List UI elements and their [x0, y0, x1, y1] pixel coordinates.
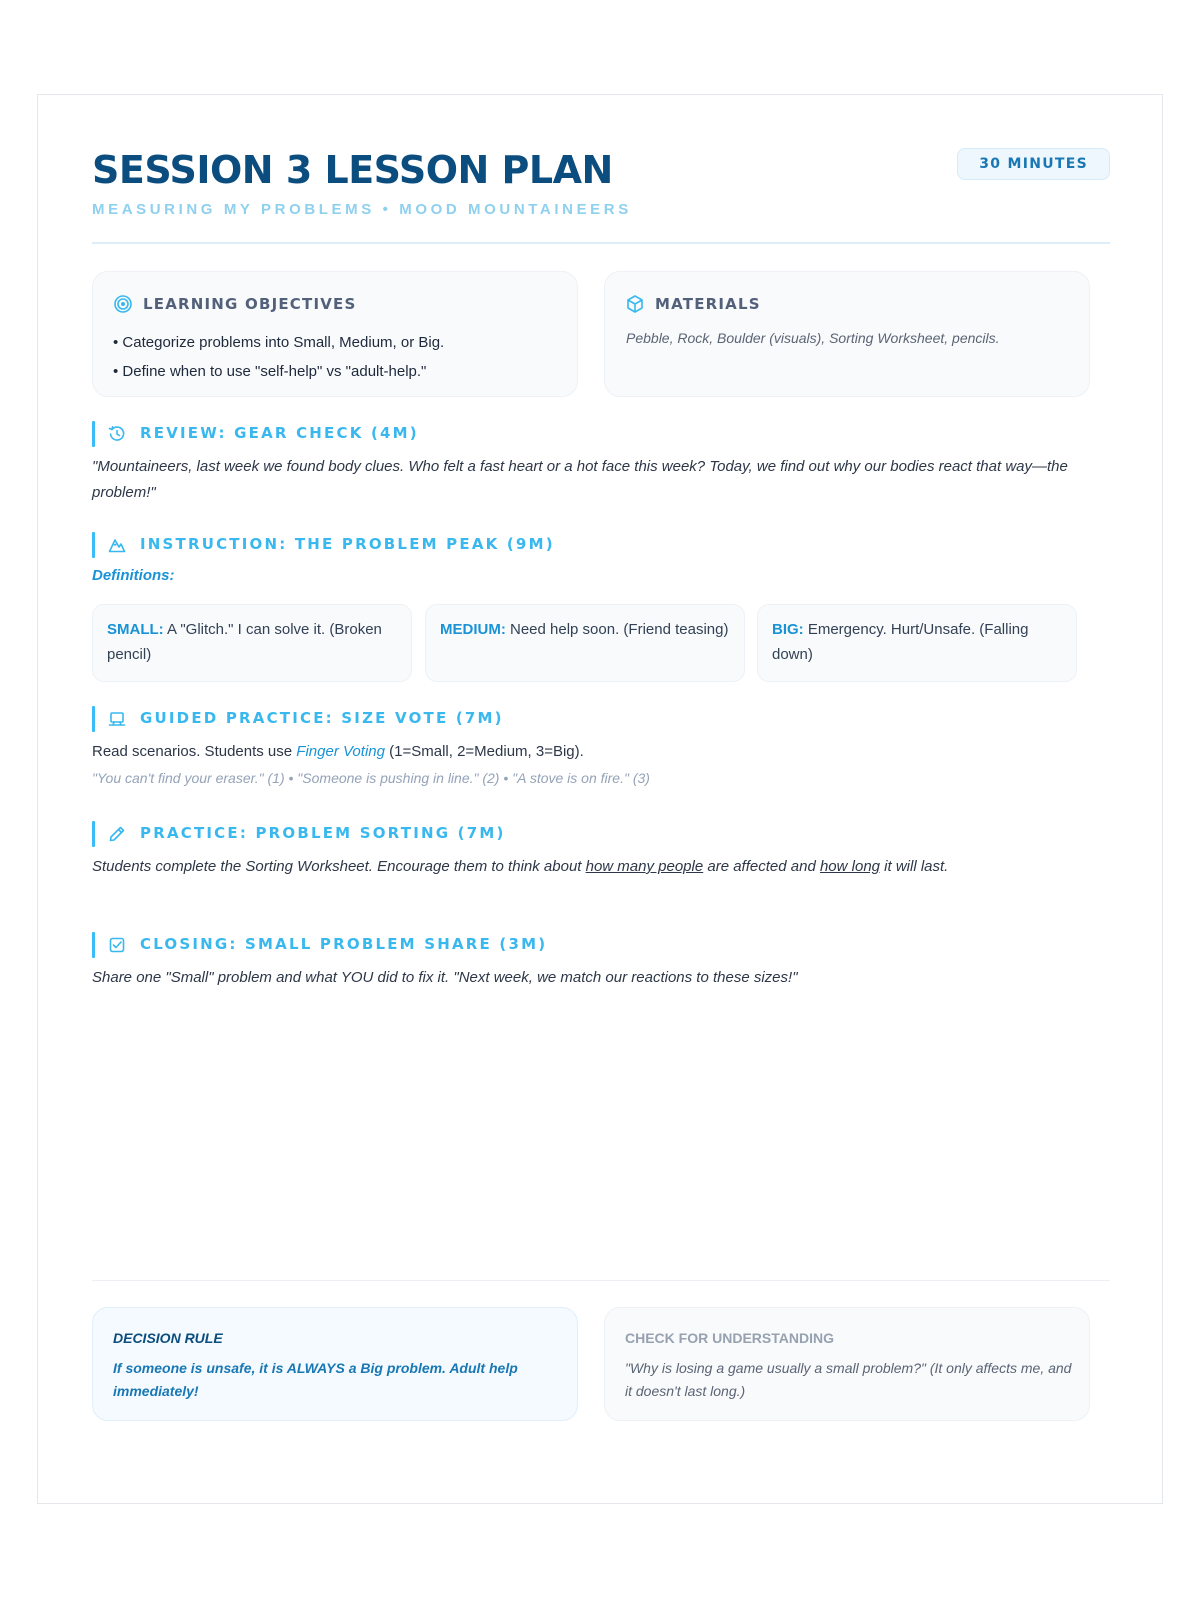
definition-key: SMALL: [107, 621, 164, 638]
list-item: • Define when to use "self-help" vs "adult-help." [113, 363, 427, 380]
header [92, 147, 1110, 247]
check-for-understanding-text: "Why is losing a game usually a small problem?" (It only affects me, and it doesn't last long.) [625, 1360, 1072, 1399]
learning-objectives-card [92, 271, 578, 397]
section-accent-bar [92, 421, 95, 447]
practice-text [92, 854, 1110, 880]
objectives-list [113, 328, 444, 386]
finger-voting-term: Finger Voting [296, 743, 385, 760]
section-heading: CLOSING: SMALL PROBLEM SHARE (3M) [140, 935, 548, 953]
practice-text-part: are affected and [703, 858, 820, 875]
decision-rule-text: If someone is unsafe, it is ALWAYS a Big problem. Adult help immediately! [113, 1360, 518, 1399]
practice-text-part: Students complete the Sorting Worksheet. Encourage them to think about [92, 858, 586, 875]
definition-card-small [92, 604, 412, 682]
section-instruction [92, 532, 1110, 692]
review-text: "Mountaineers, last week we found body clues. Who felt a fast heart or a hot face this week? Today, we find out why our bodies react that way—the problem!" [92, 458, 1068, 501]
check-for-understanding-card [604, 1307, 1090, 1421]
guided-scenarios: "You can't find your eraser." (1) • "Someone is pushing in line." (2) • "A stove is on fire." (3) [92, 770, 650, 786]
section-heading: PRACTICE: PROBLEM SORTING (7M) [140, 824, 506, 842]
check-for-understanding-heading: CHECK FOR UNDERSTANDING [625, 1330, 834, 1346]
definition-key: MEDIUM: [440, 621, 506, 638]
definition-text: A "Glitch." I can solve it. (Broken pencil) [107, 621, 382, 663]
section-accent-bar [92, 932, 95, 958]
decision-rule-card [92, 1307, 578, 1421]
page-subtitle: MEASURING MY PROBLEMS • MOOD MOUNTAINEERS [92, 201, 632, 218]
closing-text: Share one "Small" problem and what YOU did to fix it. "Next week, we match our reactions to these sizes!" [92, 969, 798, 986]
materials-text: Pebble, Rock, Boulder (visuals), Sorting Worksheet, pencils. [626, 330, 1000, 346]
duration-badge: 30 MINUTES [957, 148, 1110, 180]
materials-heading: MATERIALS [655, 295, 761, 313]
practice-emphasis: how long [819, 858, 880, 875]
checkbox-icon [108, 936, 126, 954]
section-accent-bar [92, 706, 95, 732]
page-title: SESSION 3 LESSON PLAN [92, 148, 613, 192]
practice-emphasis: how many people [585, 858, 704, 875]
section-guided-practice [92, 706, 1110, 786]
definition-card-big [757, 604, 1077, 682]
easel-icon [108, 710, 126, 728]
materials-card [604, 271, 1090, 397]
definition-text: Need help soon. (Friend teasing) [505, 621, 729, 638]
definitions-label: Definitions: [92, 567, 175, 584]
list-item: • Categorize problems into Small, Medium, or Big. [113, 334, 445, 351]
guided-text [92, 739, 1110, 765]
lesson-plan-page [37, 94, 1163, 1504]
section-accent-bar [92, 821, 95, 847]
practice-text-part: it will last. [880, 858, 949, 875]
section-heading: INSTRUCTION: THE PROBLEM PEAK (9M) [140, 535, 555, 553]
learning-objectives-heading: LEARNING OBJECTIVES [143, 295, 357, 313]
section-accent-bar [92, 532, 95, 558]
section-practice [92, 821, 1110, 880]
section-review [92, 421, 1110, 506]
section-heading: REVIEW: GEAR CHECK (4M) [140, 424, 419, 442]
footer-divider [92, 1280, 1110, 1281]
section-heading: GUIDED PRACTICE: SIZE VOTE (7M) [140, 709, 504, 727]
guided-text-start: Read scenarios. Students use [92, 743, 297, 760]
pencil-icon [108, 825, 126, 843]
section-closing [92, 932, 1110, 991]
mountain-icon [108, 536, 126, 554]
cube-icon [625, 294, 645, 314]
guided-text-end: (1=Small, 2=Medium, 3=Big). [384, 743, 584, 760]
definition-card-medium [425, 604, 745, 682]
header-divider [92, 242, 1110, 244]
decision-rule-heading: DECISION RULE [113, 1330, 223, 1346]
definition-key: BIG: [772, 621, 804, 638]
definition-text: Emergency. Hurt/Unsafe. (Falling down) [772, 621, 1029, 663]
history-icon [108, 425, 126, 443]
target-icon [113, 294, 133, 314]
